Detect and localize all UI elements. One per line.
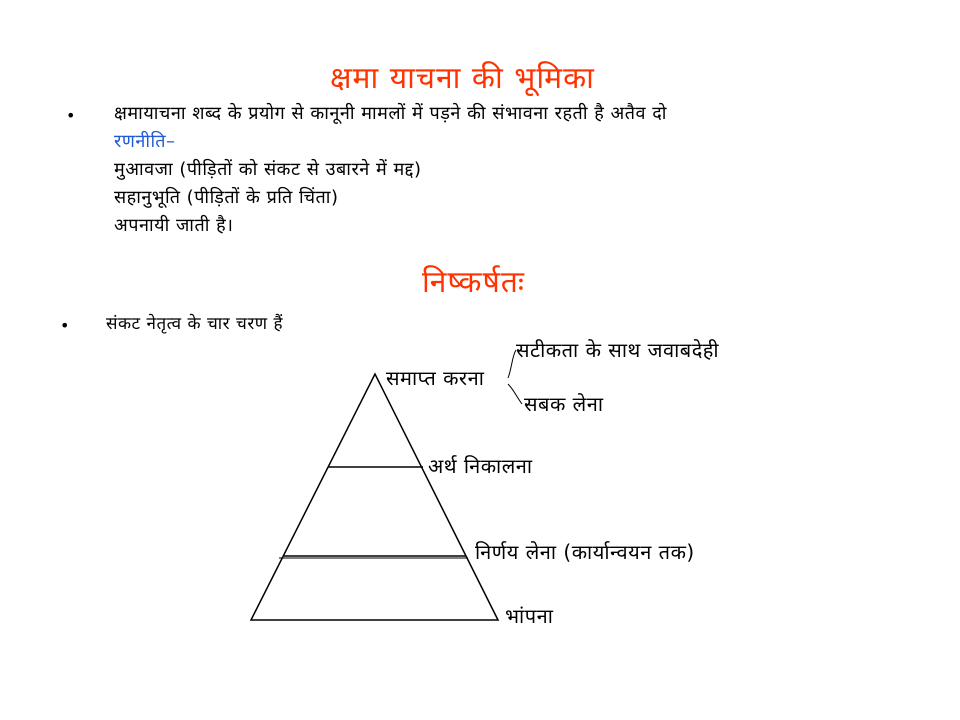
apology-line-1: क्षमायाचना शब्द के प्रयोग से कानूनी मामलों में पड़ने की संभावना रहती है अतैव दो (114, 103, 667, 124)
stage-decision-making: निर्णय लेना (कार्यान्वयन तक) (475, 540, 695, 564)
stage-ending: समाप्त करना (386, 366, 485, 390)
connector-lessons (508, 384, 522, 404)
pyramid-outline (251, 374, 498, 620)
conclusion-heading: निष्कर्षतः (422, 265, 525, 300)
sub-point-lessons: सबक लेना (524, 392, 604, 416)
stage-meaning-making: अर्थ निकालना (428, 454, 533, 478)
bullet-marker: • (60, 316, 70, 335)
connector-accountability (508, 350, 516, 378)
slide-title: क्षमा याचना की भूमिका (330, 61, 595, 96)
strategy-label: रणनीति– (114, 131, 176, 152)
bullet-marker: • (66, 106, 76, 125)
four-stages-intro: संकट नेतृत्व के चार चरण हैं (106, 314, 283, 334)
sub-point-accountability: सटीकता के साथ जवाबदेही (516, 338, 720, 362)
sympathy-line: सहानुभूति (पीड़ितों के प्रति चिंता) (114, 187, 339, 208)
compensation-line: मुआवजा (पीड़ितों को संकट से उबारने में मद्द) (114, 159, 422, 180)
stage-sensing: भांपना (505, 604, 554, 628)
adopted-line: अपनायी जाती है। (114, 215, 234, 236)
